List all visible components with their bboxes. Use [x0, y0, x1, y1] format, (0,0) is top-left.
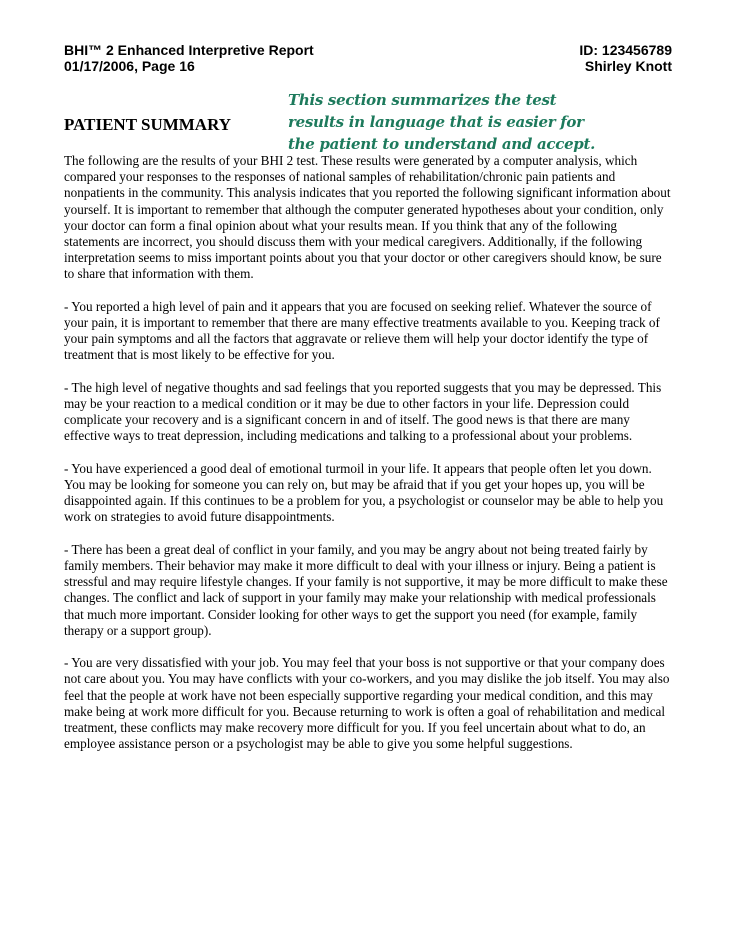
report-date-page: 01/17/2006, Page 16	[64, 58, 195, 74]
paragraph-job-dissatisfaction: - You are very dissatisfied with your job. You may feel that your boss is not supportive or that your company does not care about you. You may have conflicts with your co-workers, and you may dislike the job itself. You may also feel that the people at work have not been especially supportive regarding your medical condition, and this may make being at work more difficult for you. Because returning to work is often a goal of rehabilitation and medical treatment, these conflicts may make recovery more difficult for you. If you feel uncertain about what to do, an employee assistance person or a psychologist may be able to give you some helpful suggestions.	[64, 655, 670, 752]
patient-id: ID: 123456789	[579, 42, 672, 58]
header-left	[64, 42, 314, 74]
paragraph-pain: - You reported a high level of pain and it appears that you are focused on seeking relief. Whatever the source of your pain, it is important to remember that there are many effective treatments available to you. Keeping track of your pain symptoms and all the factors that aggravate or relieve them will help your doctor identify the type of treatment that is most likely to be effective for you.	[64, 298, 660, 363]
paragraph-depression: - The high level of negative thoughts and sad feelings that you reported suggests that you may be depressed. This may be your reaction to a medical condition or it may be due to other factors in your life. Depression could complicate your recovery and is a significant concern in and of itself. The good news is that there are many effective ways to treat depression, including medications and talking to a professional about your problems.	[64, 379, 662, 444]
paragraph-family-conflict: - There has been a great deal of conflict in your family, and you may be angry about not being treated fairly by family members. Their behavior may make it more difficult to deal with your illness or injury. Being a patient is stressful and may require lifestyle changes. If your family is not supportive, it may be more difficult to make these changes. The conflict and lack of support in your family may make your relationship with medical professionals that much more important. Consider looking for other ways to get the support you need (for example, family therapy or a support group).	[64, 541, 668, 638]
header-right	[579, 42, 672, 74]
report-title: BHI™ 2 Enhanced Interpretive Report	[64, 42, 314, 58]
handwritten-annotation: This section summarizes the test results in language that is easier for the patient to understand and accept.	[288, 91, 596, 153]
paragraph-intro: The following are the results of your BHI 2 test. These results were generated by a computer analysis, which compared your responses to the responses of national samples of rehabilitation/chronic pain patients and nonpatients in the community. This analysis indicates that you reported the following significant information about yourself. It is important to remember that although the computer generated hypotheses about your condition, only your doctor can form a final opinion about what your results mean. If you think that any of the following statements are incorrect, you should discuss them with your medical caregivers. Additionally, if the following interpretation seems to miss important points about you that your doctor or other caregivers should know, be sure to share that information with them.	[64, 153, 671, 282]
patient-name: Shirley Knott	[584, 58, 672, 74]
section-title: PATIENT SUMMARY	[64, 115, 232, 134]
summary-body	[64, 153, 672, 769]
paragraph-emotional-turmoil: - You have experienced a good deal of emotional turmoil in your life. It appears that people often let you down. You may be looking for someone you can rely on, but may be afraid that if you get your hopes up, you will be disappointed again. If this continues to be a problem for you, a psychologist or counselor may be able to help you work on strategies to avoid future disappointments.	[64, 460, 664, 525]
